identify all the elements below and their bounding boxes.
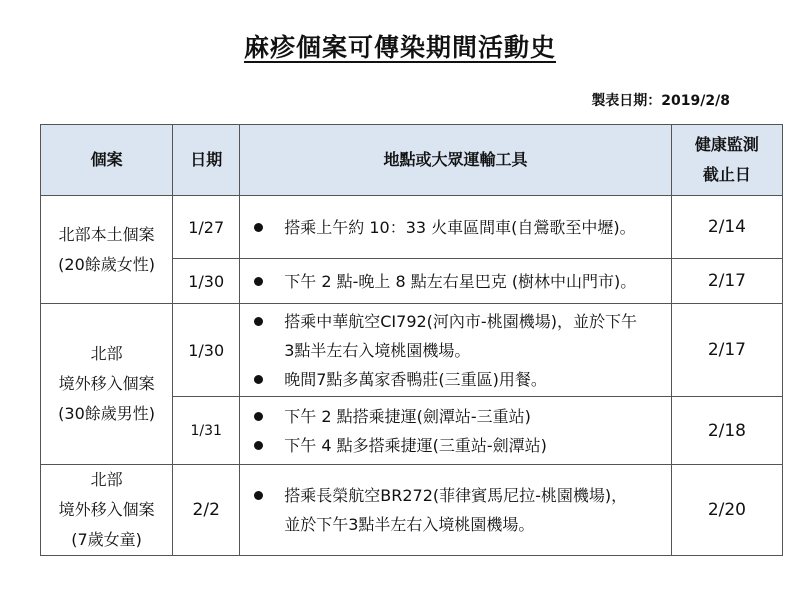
location-text: 並於下午3點半左右入境桃園機場。 xyxy=(284,515,535,534)
location-item: 下午 4 點多搭乘捷運(三重站-劍潭站) xyxy=(254,431,671,460)
header-date: 日期 xyxy=(173,125,240,196)
location-cell xyxy=(240,465,672,556)
header-end-line2: 截止日 xyxy=(702,165,751,184)
end-date-cell: 2/20 xyxy=(671,465,782,556)
location-item: 下午 2 點搭乘捷運(劍潭站-三重站) xyxy=(254,402,671,431)
header-location: 地點或大眾運輸工具 xyxy=(240,125,672,196)
location-item: 晚間7點多萬家香鴨莊(三重區)用餐。 xyxy=(254,365,671,394)
end-date-cell: 2/17 xyxy=(671,259,782,304)
date-cell: 1/30 xyxy=(173,304,240,397)
case-cell xyxy=(41,465,173,556)
table-row xyxy=(41,196,783,259)
case-label: 北部本土個案 xyxy=(58,224,155,244)
location-text: 搭乘長榮航空BR272(菲律賓馬尼拉-桃園機場)， xyxy=(284,486,628,505)
date-cell: 1/30 xyxy=(173,259,240,304)
location-item xyxy=(254,307,671,365)
case-detail: (20餘歲女性) xyxy=(58,254,156,274)
date-cell: 1/31 xyxy=(173,397,240,465)
case-cell xyxy=(41,304,173,465)
table-row xyxy=(41,465,783,556)
case-cell xyxy=(41,196,173,304)
end-date-cell: 2/17 xyxy=(671,304,782,397)
location-text: 搭乘中華航空CI792(河內市-桃園機場)，並於下午 xyxy=(284,311,637,331)
case-label: 境外移入個案 xyxy=(58,374,155,393)
location-item: 搭乘上午約 10：33 火車區間車(自鶯歌至中壢)。 xyxy=(254,213,671,242)
header-case: 個案 xyxy=(41,125,173,196)
report-date: 製表日期：2019/2/8 xyxy=(591,93,730,109)
activity-table xyxy=(40,124,783,556)
page-title: 麻疹個案可傳染期間活動史 xyxy=(243,33,556,62)
case-label: 北部 xyxy=(90,470,123,489)
table-row xyxy=(41,304,783,397)
location-cell xyxy=(240,397,672,465)
location-cell xyxy=(240,304,672,397)
table-header-row xyxy=(41,125,783,196)
location-cell xyxy=(240,196,672,259)
case-label: 北部 xyxy=(90,344,123,363)
date-cell: 1/27 xyxy=(173,196,240,259)
case-label: 境外移入個案 xyxy=(58,500,155,519)
case-detail: (30餘歲男性) xyxy=(58,404,156,423)
header-end-line1: 健康監測 xyxy=(694,135,759,154)
date-cell: 2/2 xyxy=(173,465,240,556)
location-text: 3點半左右入境桃園機場。 xyxy=(284,340,471,360)
end-date-cell: 2/14 xyxy=(671,196,782,259)
end-date-cell: 2/18 xyxy=(671,397,782,465)
case-detail: (7歲女童) xyxy=(71,530,142,549)
location-item xyxy=(254,481,671,539)
header-end-date xyxy=(671,125,782,196)
location-cell xyxy=(240,259,672,304)
location-item: 下午 2 點-晚上 8 點左右星巴克 (樹林中山門市)。 xyxy=(254,267,671,296)
